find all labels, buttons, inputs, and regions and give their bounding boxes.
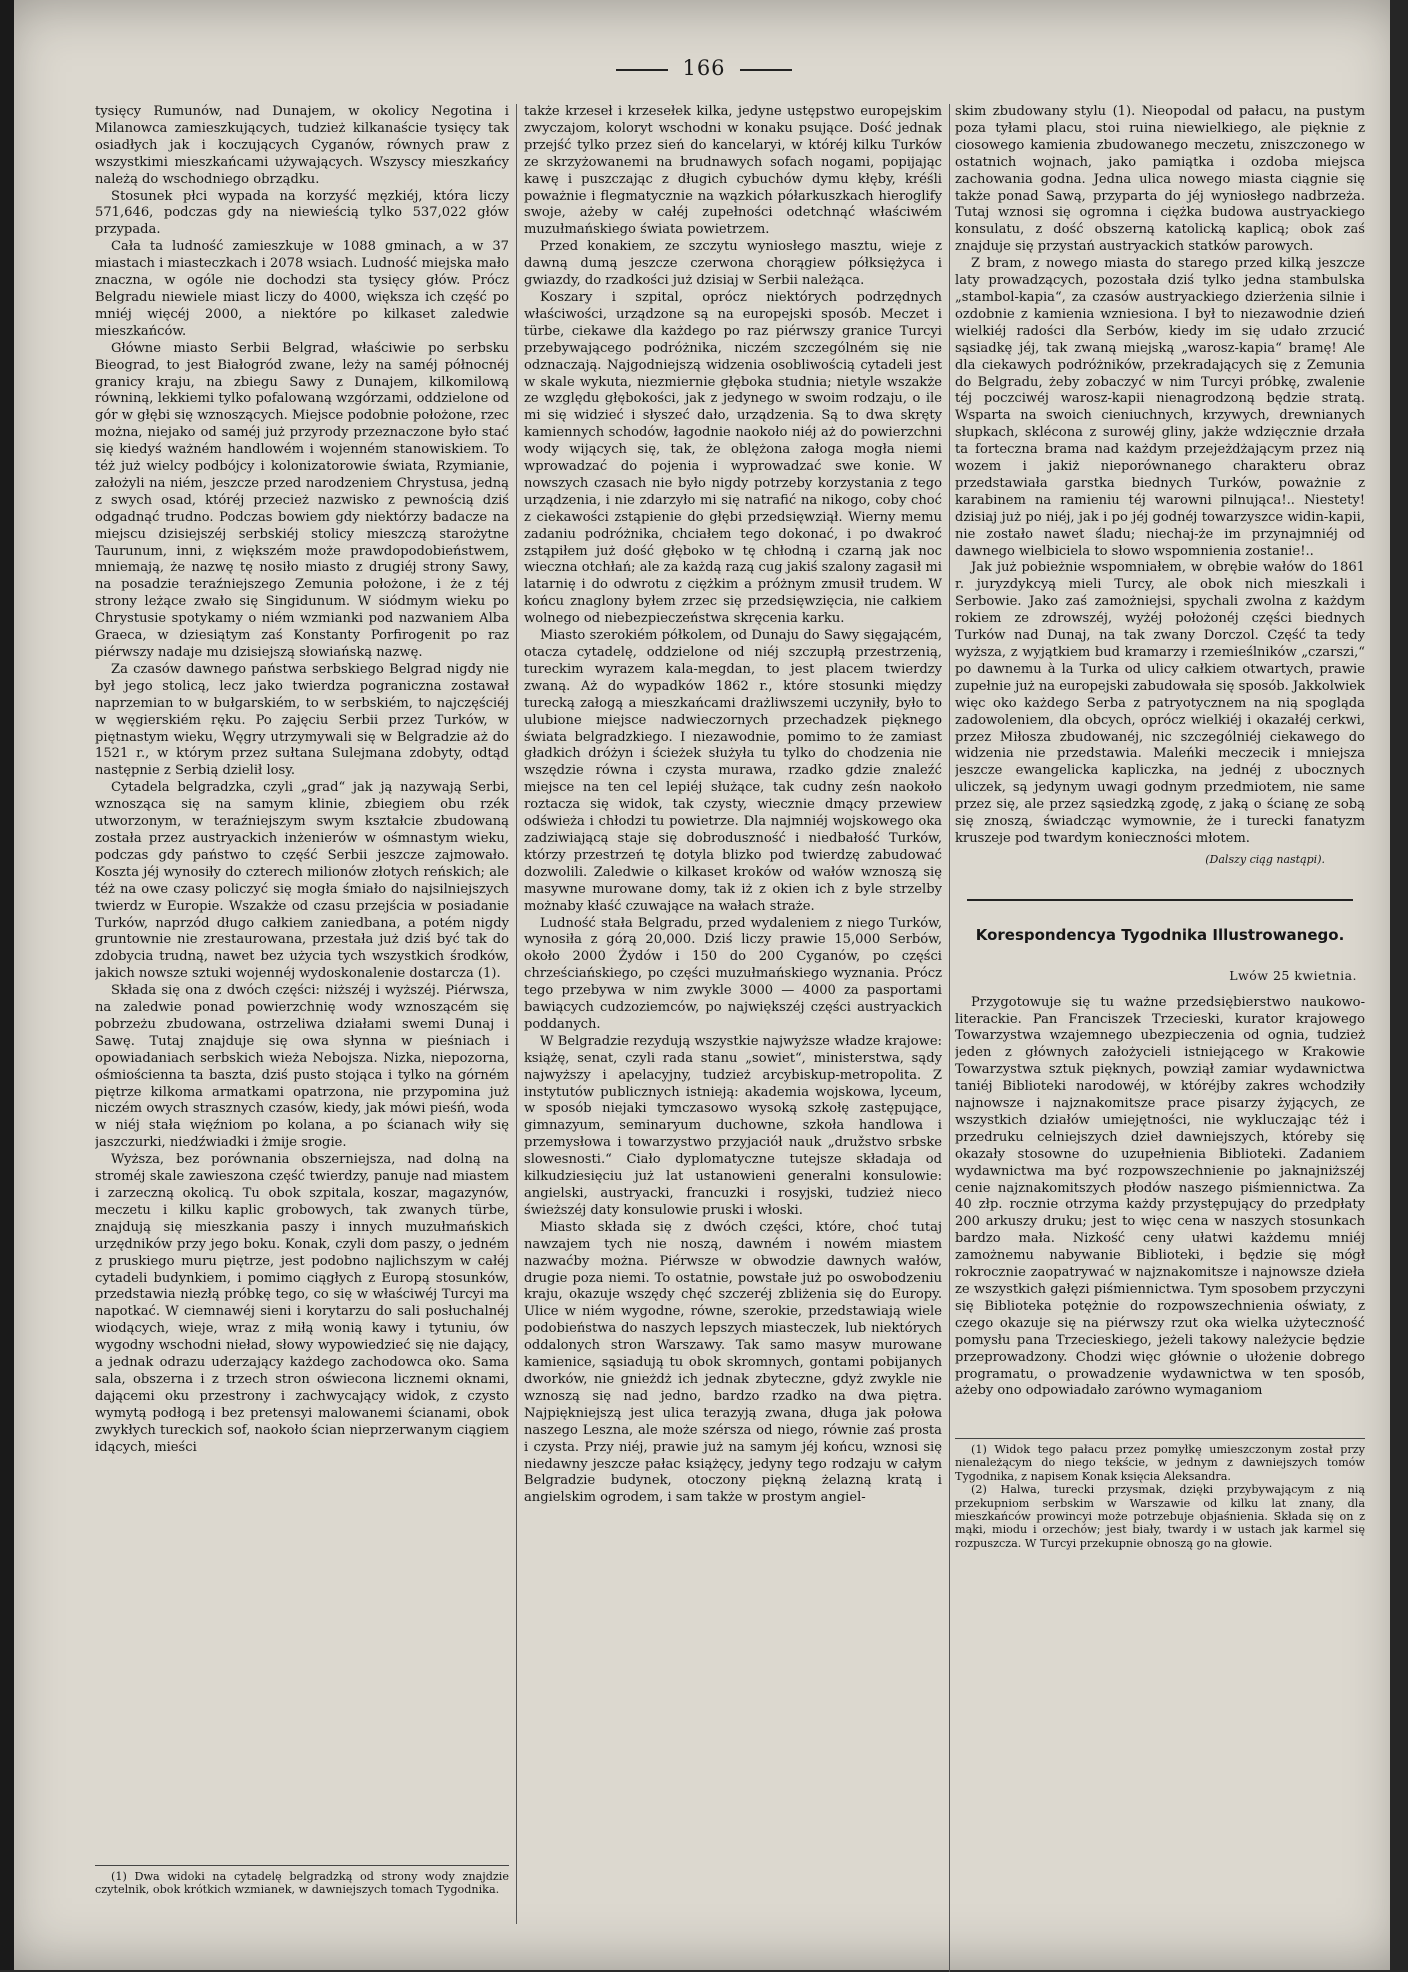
paragraph: Jak już pobieżnie wspomniałem, w obrębie wałów do 1861 r. juryzdykcyą mieli Turcy, ale obok nich mieszkali i Serbowie. Jako zaś zamożniejsi, spychali zwolna z każdym rokiem ze zdrowszéj, wyżéj położonéj części biednych Turków nad Dunaj, na tak zwany Dorczol. Część ta tedy wyższa, z wyjątkiem bud kramarzy i rzemieślników „czarszi,“ po dawnemu à la Turka od ulicy całkiem otwartych, prawie zupełnie już na europejski zabudowała się sposób. Jakkolwiek więc oko każdego Serba z patryotycznem na nią spogląda zadowoleniem, dla obcych, oprócz wielkiéj i okazałéj cerkwi, przez Miłosza zbudowanéj, nic szczególniéj ciekawego do widzenia nie przedstawia. Maleńki meczecik i mniejsza jeszcze ewangelicka kapliczka, na jednéj z ubocznych uliczek, są jedynym uwagi godnym przedmiotem, nie same przez się, ale przez sąsiedzką zgodę, z jaką o ścianę ze sobą się znoszą, świadcząc wymownie, że i turecki fanatyzm kruszeje pod twardym konieczności młotem. xyxy=(955,560,1365,846)
paragraph: Wyższa, bez porównania obszerniejsza, nad dolną na stroméj skale zawieszona część twierdzy, panuje nad miastem i zarzeczną okolicą. Tu obok szpitala, koszar, magazynów, meczetu i kilku kaplic grobowych, tak zwanych türbe, znajdują się mieszkania paszy i innych muzułmańskich urzędników przy jego boku. Konak, czyli dom paszy, o jedném z pruskiego muru piętrze, jest podobno najlichszym w całéj cytadeli budynkiem, i pomimo ciągłych z Europą stosunków, przedstawia niezłą próbkę tego, co się w właściwéj Turcyi ma napotkać. W ciemnawéj sieni i korytarzu do sali posłuchalnéj wiodących, wieje, wraz z miłą wonią kawy i tytuniu, ów wygodny wschodni nieład, słowy wypowiedzieć się nie dający, a jednak odrazu uderzający każdego zachodowca oko. Sama sala, obszerna i z trzech stron oświecona licznemi oknami, dającemi oku przestrony i zachwycający widok, z czysto wymytą podłogą i bez pretensyi malowanemi ścianami, obok zwykłych tureckich sof, naokoło ścian nieprzerwanym ciągiem idących, mieści xyxy=(95,1152,509,1455)
footnote-rule xyxy=(955,1438,1365,1439)
section-rule xyxy=(967,899,1353,901)
paragraph: także krzeseł i krzesełek kilka, jedyne ustępstwo europejskim zwyczajom, koloryt wschodni w konaku psujące. Dość jednak przejść tylko przez sień do kancelaryi, w któréj kilku Turków ze skrzyżowanemi na brudnawych sofach nogami, popijając kawę i puszczając z długich cybuchów dymu kłęby, kréśli poważnie i flegmatycznie na wązkich półarkuszkach hieroglify swoje, ażeby w całéj zupełności odetchnąć właściwém muzułmańskiego świata powietrzem. xyxy=(524,104,942,238)
paragraph: Przygotowuje się tu ważne przedsiębierstwo naukowo-literackie. Pan Franciszek Trzecieski, kurator krajowego Towarzystwa wzajemnego ubezpieczenia od ognia, tudzież jeden z głównych założycieli istniejącego w Krakowie Towarzystwa sztuk pięknych, powziął zamiar wydawnictwa taniéj Biblioteki narodowéj, w któréjby zakres wchodziły najnowsze i najznakomitsze prace pisarzy żyjących, ze wszystkich działów umiejętności, nie wykluczając téż i przedruku celniejszych dzieł dawniejszych, któreby się okazały stosowne do uzupełnienia Biblioteki. Zadaniem wydawnictwa ma być rozpowszechnienie po jaknajniższéj cenie najznakomitszych płodów naszego piśmiennictwa. Za 40 złp. rocznie otrzyma każdy przystępujący do przedpłaty 200 arkuszy druku; jest to więc cena w naszych stosunkach bardzo mała. Nizkość ceny ułatwi każdemu mniéj zamożnemu nabywanie Biblioteki, i będzie się mógł rokrocznie zaopatrywać w najznakomitsze i najnowsze dzieła ze wszystkich gałęzi piśmiennictwa. Tym sposobem przyczyni się Biblioteka potężnie do rozpowszechnienia oświaty, z czego okazuje się na piérwszy rzut oka wielka użyteczność pomysłu pana Trzecieskiego, jeżeli takowy należycie będzie przeprowadzony. Chodzi więc głównie o ułożenie dobrego programatu, o prowadzenie wydawnictwa w ten sposób, ażeby ono odpowiadało zarówno wymaganiom xyxy=(955,994,1365,1399)
scan-left-edge xyxy=(0,0,14,1970)
paragraph: Cała ta ludność zamieszkuje w 1088 gminach, a w 37 miastach i miasteczkach i 2078 wsiach. Ludność miejska mało znaczna, w ogóle nie dochodzi sta tysięcy głów. Prócz Belgradu niewiele miast liczy do 4000, większa ich część po mniéj więcéj 2000, a niektóre po kilkaset zaledwie mieszkańców. xyxy=(95,239,509,339)
column-3 xyxy=(955,104,1365,1972)
footnote-rule xyxy=(95,1865,509,1866)
column-3-body xyxy=(955,104,1365,1434)
column-1 xyxy=(95,104,517,1924)
paragraph: skim zbudowany stylu (1). Nieopodal od pałacu, na pustym poza tyłami placu, stoi ruina niewielkiego, ale pięknie z ciosowego kamienia zbudowanego meczetu, zniszczonego w ostatnich wojnach, jako pamiątka i ozdoba miejsca zachowania godna. Jedna ulica nowego miasta ciągnie się także ponad Sawą, przyparta do jéj wyniosłego nadbrzeża. Tutaj wznosi się ogromna i ciężka budowa austryackiego konsulatu, z dość obszerną katolicką kaplicą; obok zaś znajduje się przystań austryackich statków parowych. xyxy=(955,104,1365,255)
correspondence-title: Korespondencya Tygodnika Illustrowanego. xyxy=(975,925,1345,944)
column-2 xyxy=(524,104,950,1972)
paragraph: Przed konakiem, ze szczytu wyniosłego masztu, wieje z dawną dumą jeszcze czerwona chorągiew półksiężyca i gwiazdy, do rzadkości już dzisiaj w Serbii należąca. xyxy=(524,239,942,289)
paragraph: tysięcy Rumunów, nad Dunajem, w okolicy Negotina i Milanowca zamieszkujących, tudzież kilkanaście tysięcy tak osiadłych jak i koczujących Cyganów, równych praw z wszystkimi mieszkańcami używających. Wszyscy mieszkańcy należą do wschodniego obrządku. xyxy=(95,104,509,187)
paragraph: Cytadela belgradzka, czyli „grad“ jak ją nazywają Serbi, wznosząca się na samym klinie, zbiegiem obu rzék utworzonym, w teraźniejszym swym kształcie zbudowaną została przez austryackich inżenierów w ośmnastym wieku, podczas gdy państwo to część Serbii jeszcze zajmowało. Koszta jéj wynosiły do czterech milionów złotych reńskich; ale téż na owe czasy policzyć się mogła śmiało do najsilniejszych twierdz w Europie. Wszakże od czasu przejścia w posiadanie Turków, naprzód długo całkiem zaniedbana, a potém nigdy gruntownie nie zrestaurowana, przestała już dziś być tak do zdobycia trudną, nawet bez użycia tych wszystkich środków, jakich nowsze sztuki wojennéj wydoskonalenie dostarcza (1). xyxy=(95,780,509,982)
paragraph: Za czasów dawnego państwa serbskiego Belgrad nigdy nie był jego stolicą, lecz jako twierdza pograniczna zostawał naprzemian to w bułgarskiém, to w serbskiém, to najczęściéj w węgierskiém ręku. Po zajęciu Serbii przez Turków, w piętnastym wieku, Węgry utrzymywali się w Belgradzie aż do 1521 r., w którym przez sułtana Sulejmana zdobyty, odtąd następnie z Serbią dzielił losy. xyxy=(95,661,509,779)
footnote: (1) Dwa widoki na cytadelę belgradzką od strony wody znajdzie czytelnik, obok krótkich wzmianek, w dawniejszych tomach Tygodnika. xyxy=(95,1870,509,1897)
header-dash-left xyxy=(616,69,668,71)
paragraph: W Belgradzie rezydują wszystkie najwyższe władze krajowe: książę, senat, czyli rada stanu „sowiet“, ministerstwa, sądy najwyższy i apelacyjny, tudzież arcybiskup-metropolita. Z instytutów publicznych istnieją: akademia wojskowa, lyceum, w sposób niejaki tymczasowo wysoką szkołę zastępujące, gimnazyum, seminaryum duchowne, szkoła handlowa i przemysłowa i towarzystwo przyjaciół nauk „družstvo srbske slowesnosti.“ Ciało dyplomatyczne tutejsze składaja od kilkudziesięciu już lat ustanowieni generalni konsulowie: angielski, austryacki, francuzki i rosyjski, tudzież nieco świeższéj daty konsulowie pruski i włoski. xyxy=(524,1033,942,1218)
paragraph: Miasto składa się z dwóch części, które, choć tutaj nawzajem tych nie noszą, dawném i nowém miastem nazwaćby można. Piérwsze w obwodzie dawnych wałów, drugie poza niemi. To ostatnie, powstałe już po oswobodzeniu kraju, okazuje wszędy chęć szczeréj zbliżenia się do Europy. Ulice w niém wygodne, równe, szerokie, przedstawiają wiele podobieństwa do naszych lepszych miasteczek, lub niektórych oddalonych stron Warszawy. Tak samo masyw murowane kamienice, sąsiadują tu obok skromnych, gontami pobijanych dworków, nie gnieżdż ich jednak zbyteczne, gdyż zwykle nie wznoszą się nad jedno, bardzo rzadko na dwa piętra. Najpiękniejszą jest ulica terazyją zwana, długa jak połowa naszego Leszna, ale może szérsza od niego, równie zaś prosta i czysta. Przy niéj, prawie już na samym jéj końcu, wznosi się niedawny jeszcze pałac książęcy, jedyny tego rodzaju w całym Belgradzie budynek, otoczony piękną żelazną kratą i angielskim ogrodem, i sam także w prostym angiel- xyxy=(524,1219,942,1506)
page-header xyxy=(0,56,1408,80)
paragraph: Składa się ona z dwóch części: niższéj i wyższéj. Piérwsza, na zaledwie ponad powierzchnię wody wznoszącém się pobrzeżu zbudowana, ostrzeliwa działami swemi Dunaj i Sawę. Tutaj znajduje się owa słynna w pieśniach i opowiadaniach serbskich wieża Nebojsza. Nizka, niepozorna, ośmiościenna ta baszta, dziś pusto stojąca i tylko na górném piętrze kilkoma armatkami opatrzona, nie przypomina już niczém owych strasznych czasów, kiedy, jak mówi pieśń, woda w niéj stała więźniom po kolana, a po ścianach wiły się jaszczurki, niedźwiadki i żmije srogie. xyxy=(95,983,509,1151)
header-dash-right xyxy=(740,69,792,71)
paragraph: Miasto szerokiém półkolem, od Dunaju do Sawy sięgającém, otacza cytadelę, oddzielone od niéj szczupłą przestrzenią, tureckim wyrazem kala-megdan, to jest placem twierdzy zwaną. Aż do wypadków 1862 r., które stosunki między turecką załogą a mieszkańcami drażliwszemi uczyniły, było to ulubione miejsce nadwieczornych przechadzek pięknego świata belgradzkiego. I niezawodnie, pomimo to że zamiast gładkich dróżyn i ścieżek służyła tu tylko do chodzenia nie wszędzie równa i czysta murawa, rzadko gdzie znaleźć miejsce na ten cel lepiéj służące, tak cudny ześn naokoło roztacza się widok, tak czysty, wiecznie dmący przewiew odświeża i chłodzi tu powietrze. Dla najmniéj wojskowego oka zadziwiającą staje się dobroduszność i niedbałość Turków, którzy przestrzeń tę dotyla blizko pod twierdzę zabudować dozwolili. Zaledwie o kilkaset kroków od wałów wznoszą się masywne murowane domy, tak iż z okien ich z byle strzelby możnaby kłaść czuwające na wałach straże. xyxy=(524,628,942,914)
dateline: Lwów 25 kwietnia. xyxy=(1229,967,1357,983)
paragraph: Główne miasto Serbii Belgrad, właściwie po serbsku Biеograd, to jest Białogród zwane, leży na saméj północnéj granicy kraju, na zbiegu Sawy z Dunajem, kilkomilową równiną, lekkiemi tylko pofalowaną wzgórzami, oddzielone od gór w głębi się wznoszących. Miejsce podobnie położone, rzec można, niejako od saméj już przyrody przeznaczone było stać się kiedyś ważném handlowém i wojenném stanowiskiem. To téż już wielcy podbójcy i kolonizatorowie świata, Rzymianie, założyli na niém, jeszcze przed narodzeniem Chrystusa, jedną z swych osad, któréj przecież nazwisko z pewnością dziś odgadnąć trudno. Podczas bowiem gdy niektórzy badacze na miejscu dzisiejszéj serbskiéj stolicy mieszczą starożytne Taurunum, inni, z większém może prawdopodobieństwem, mniemają, że nazwę tę nosiło miasto z drugiéj strony Sawy, na posadzie teraźniejszego Zemunia położone, i że z téj strony leżące zwało się Singidunum. W siódmym wieku po Chrystusie spotykamy o niém wzmianki pod nazwaniem Alba Graeca, w dziesiątym zaś Konstanty Porfirogenit po raz piérwszy nadaje mu dzisiejszą słowiańską nazwę. xyxy=(95,340,509,660)
scan-right-edge xyxy=(1390,0,1408,1970)
continued-note: (Dalszy ciąg nastąpi). xyxy=(1205,852,1325,866)
footnote: (2) Halwa, turecki przysmak, dzięki przybywającym z nią przekupniom serbskim w Warszawie od kilku lat znany, dla mieszkańców prowincyi może potrzebuje objaśnienia. Składa się on z mąki, miodu i orzechów; jest biały, twardy i w ustach jak karmel się rozpuszcza. W Turcyi przekupnie obnoszą go na głowie. xyxy=(955,1483,1365,1550)
paragraph: Koszary i szpital, oprócz niektórych podrzędnych właściwości, urządzone są na europejski sposób. Meczet i türbe, ciekawe dla każdego po raz piérwszy granice Turcyi przebywającego podróżnika, niczém szczególném się nie odznaczają. Najgodniejszą widzenia osobliwością cytadeli jest w skale wykuta, niezmiernie głęboka studnia; nietyle wszakże ze względu głębokości, jak z jedynego w swoim rodzaju, o ile mi się widzieć i słyszeć dało, urządzenia. Są to dwa skręty kamiennych schodów, łagodnie naokoło niéj aż do powierzchni wody wijących się, tak, że oblężona załoga mogła niemi wprowadzać do pojenia i wyprowadzać swe konie. W nowszych czasach nie było nigdy potrzeby korzystania z tego urządzenia, i nie zdarzyło mi się natrafić na nikogo, coby choć z ciekawości zstąpienie do głębi przedsięwziął. Wierny memu zadaniu podróżnika, chciałem tego dokonać, i po dwakroć zstąpiłem już dość głęboko w tę chłodną i czarną jak noc wieczna otchłań; ale za każdą razą cug jakiś szalony zagasił mi latarnię i do odwrotu z ciężkim a próżnym zmusił trudem. W końcu znaglony byłem zrzec się przedsięwzięcia, nie całkiem wolnego od niebezpieczeństwa skręcenia karku. xyxy=(524,289,942,627)
paragraph: Stosunek płci wypada na korzyść męzkiéj, która liczy 571,646, podczas gdy na niewieścią tylko 537,022 głów przypada. xyxy=(95,188,509,238)
column-1-body xyxy=(95,104,509,1861)
paragraph: Ludność stała Belgradu, przed wydaleniem z niego Turków, wynosiła z górą 20,000. Dziś liczy prawie 15,000 Serbów, około 2000 Żydów i 150 do 200 Cyganów, po części chrześciańskiego, po części muzułmańskiego wyznania. Prócz tego przebywa w nim zwykle 3000 — 4000 za pasportami bawiących cudzoziemców, po największéj części austryackich poddanych. xyxy=(524,915,942,1032)
page-number: 166 xyxy=(682,56,726,80)
paragraph: Z bram, z nowego miasta do starego przed kilką jeszcze laty prowadzących, pozostała dziś tylko jedna stambulska „stambol-kapia“, za czasów austryackiego dzierżenia silnie i ozdobnie z kamienia wzniesiona. I był to niezawodnie dzień wielkiéj radości dla Serbów, kiedy im się udało zrzucić sąsiadkę jéj, tak zwaną miejską „warosz-kapia“ bramę! Ale dla ciekawych podróżników, przekradających się z Zemunia do Belgradu, żeby zobaczyć w nim Turcyi próbkę, zwalenie téj poczciwéj warosz-kapii nienagrodzoną będzie stratą. Wsparta na swoich cieniuchnych, krzywych, drewnianych słupkach, sklécona z surowéj gliny, jakże wdzięcznie drzała ta forteczna brama nad każdym przejeżdżającym przez nią wozem i jakiż nieporównanego charakteru obraz przedstawiała garstka biednych Turków, poważnie z karabinem na ramieniu téj warowni pilnująca!.. Niestety! dzisiaj już po niéj, jak i po jéj godnéj towarzyszce widin-kapii, nie zostało nawet śladu; niechaj-że im przynajmniéj od dawnego wielbiciela to słowo wspomnienia zostanie!.. xyxy=(955,256,1365,559)
footnote: (1) Widok tego pałacu przez pomyłkę umieszczonym został przy nienależącym do niego tekście, w jednym z dawniejszych tomów Tygodnika, z napisem Konak księcia Aleksandra. xyxy=(955,1443,1365,1483)
